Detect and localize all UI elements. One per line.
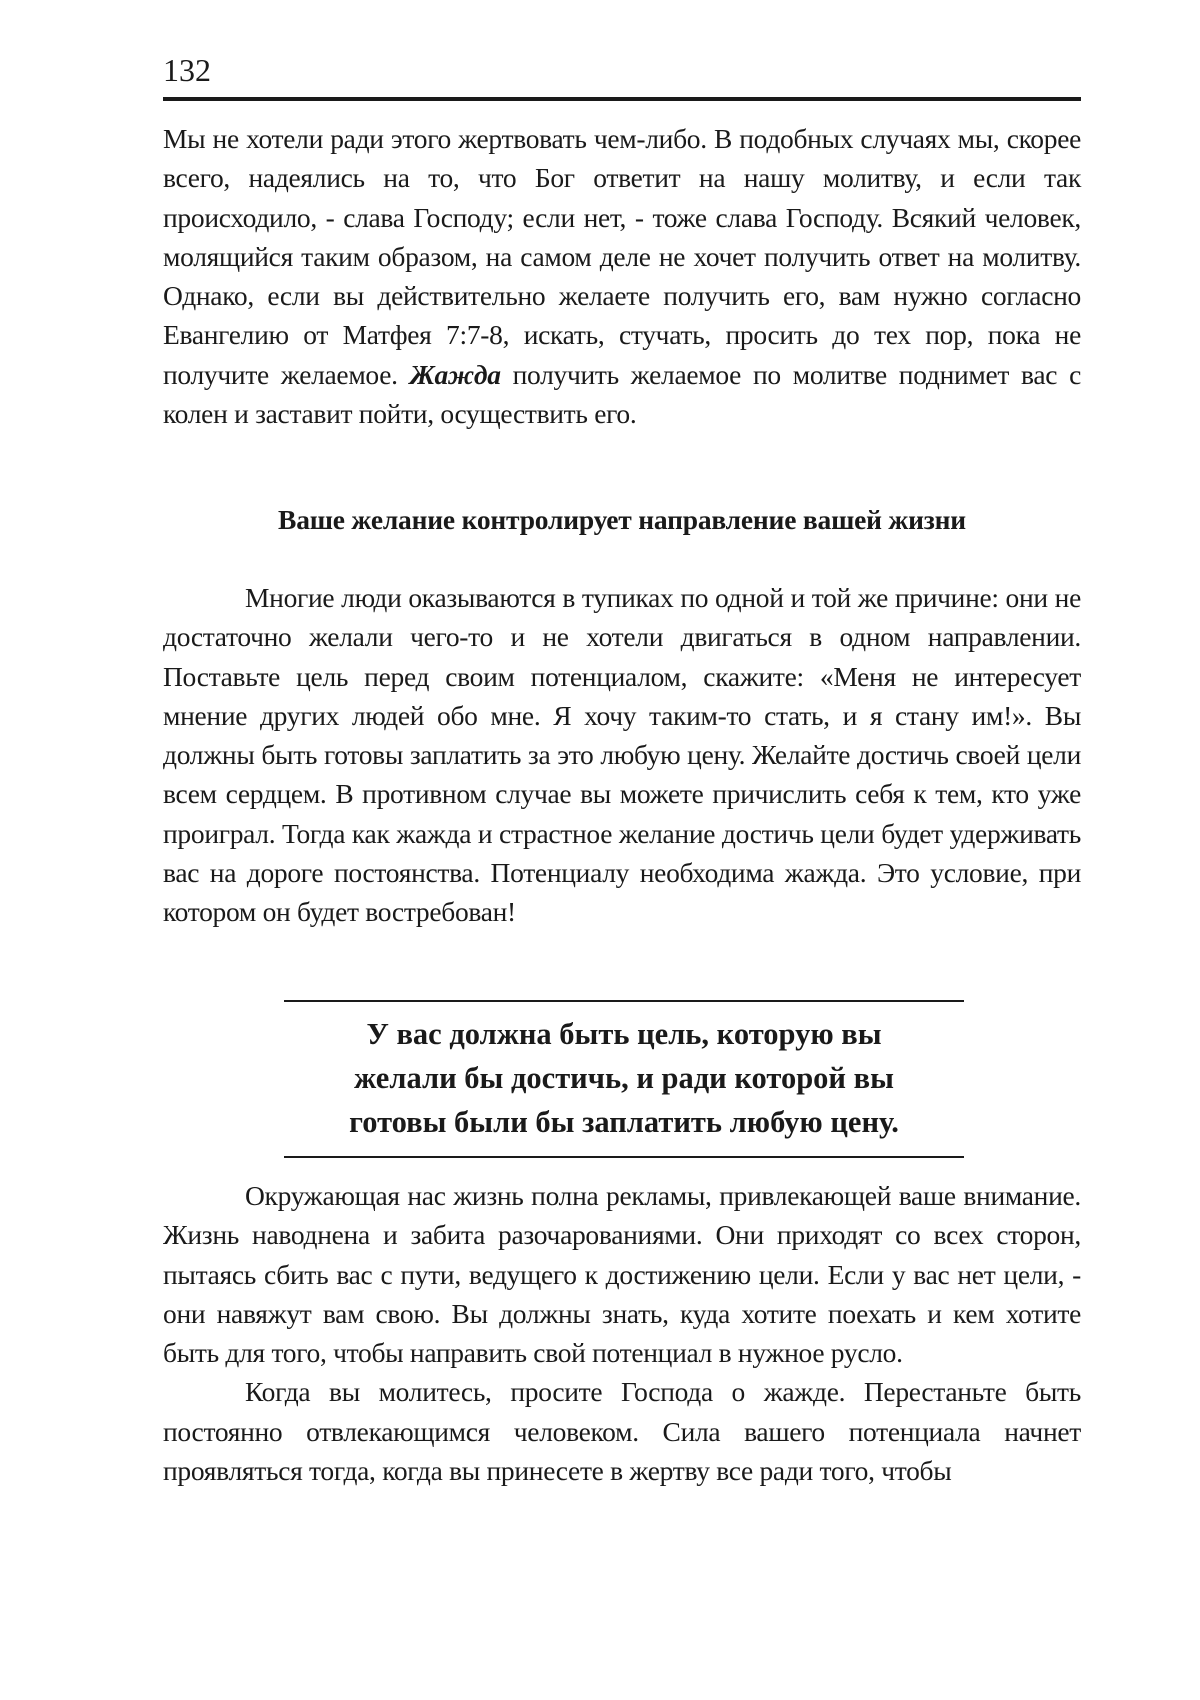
paragraph-text: Мы не хотели ради этого жертвовать чем-либо. В подобных случаях мы, скорее всего, надеялись на то, что Бог ответит на нашу молитву, и если так происходило, - слава Господу; если нет, - тоже слава Господу. Всякий человек, молящийся таким образом, на самом деле не хочет получить ответ на молитву. Однако, если вы действительно желаете получить его, вам нужно согласно Евангелию от Матфея 7:7-8, искать, стучать, просить до тех пор, пока не получите желаемое.: [163, 123, 1081, 390]
callout-line: готовы были бы заплатить любую цену.: [349, 1105, 899, 1139]
section-heading: Ваше желание контролирует направление вашей жизни: [278, 504, 966, 535]
paragraph-text: получить желаемое по молитве поднимет вас с колен и заставит пойти, осуществить его.: [163, 358, 1081, 430]
paragraph: Окружающая нас жизнь полна рекламы, привлекающей ваше внимание. Жизнь наводнена и забита разочарованиями. Они приходят со всех сторон, пытаясь сбить вас с пути, ведущего к достижению цели. Если у вас нет цели, - они навяжут вам свою. Вы должны знать, куда хотите поехать и кем хотите быть для того, чтобы направить свой потенциал в нужное русло.: [163, 1180, 1081, 1369]
paragraph: Когда вы молитесь, просите Господа о жажде. Перестаньте быть постоянно отвлекающимся человеком. Сила вашего потенциала начнет проявляться тогда, когда вы принесете в жертву все ради того, чтобы: [163, 1376, 1081, 1487]
callout-line: желали бы достичь, и ради которой вы: [354, 1061, 894, 1095]
emphasis-text: Жажда: [409, 358, 501, 390]
text-block-intro: [163, 119, 1081, 433]
paragraph: Многие люди оказываются в тупиках по одной и той же причине: они не достаточно желали чего-то и не хотели двигаться в одном направлении. Поставьте цель перед своим потенциалом, скажите: «Меня не интересует мнение других людей обо мне. Я хочу таким-то стать, и я стану им!». Вы должны быть готовы заплатить за это любую цену. Желайте достичь своей цели всем сердцем. В противном случае вы можете причислить себя к тем, кто уже проиграл. Тогда как жажда и страстное желание достичь цели будет удерживать вас на дороге постоянства. Потенциалу необходима жажда. Это условие, при котором он будет востребован!: [163, 582, 1081, 928]
paragraph: [163, 119, 1081, 433]
callout-quote: [284, 1000, 964, 1158]
callout-line: У вас должна быть цель, которую вы: [366, 1017, 882, 1051]
page-number: 132: [163, 52, 211, 88]
text-block-desire: [163, 578, 1081, 932]
header-rule: [163, 97, 1081, 101]
text-block-surroundings: [163, 1176, 1081, 1490]
